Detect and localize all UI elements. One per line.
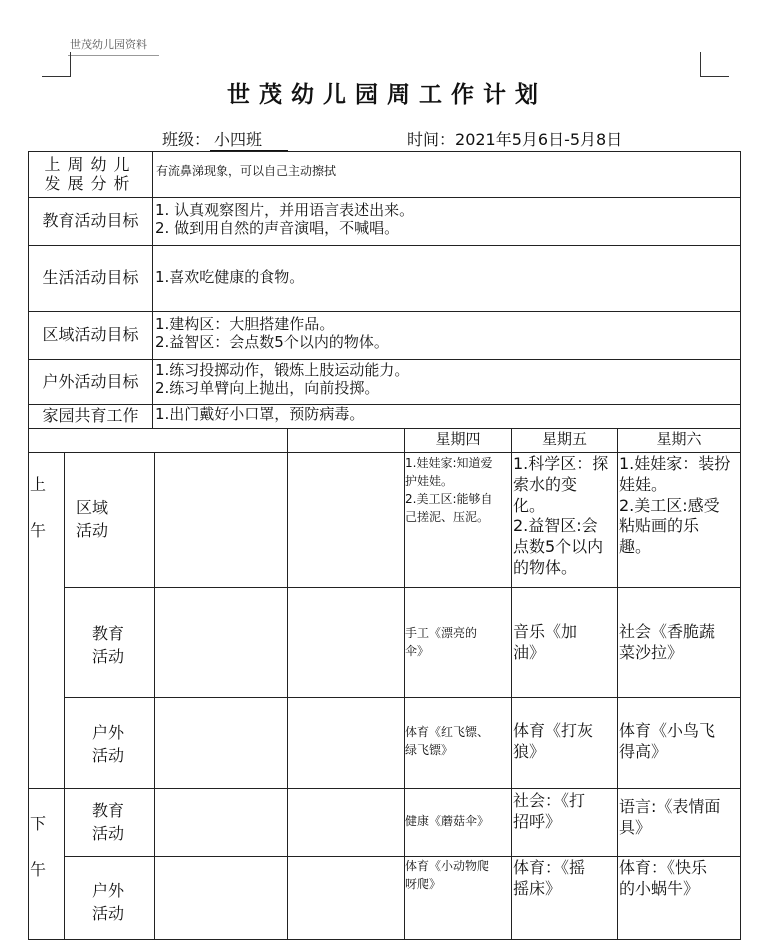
morning-area-fri-line: 索水的变 [513, 474, 578, 494]
morning-education-sat-line: 社会《香脆蔬 [619, 622, 716, 641]
afternoon-education-fri-line: 招呼》 [513, 811, 562, 831]
morning-education-fri-line: 油》 [513, 642, 546, 662]
morning-area-fri-line: 化。 [513, 495, 546, 515]
analysis-content: 有流鼻涕现象，可以自己主动擦拭 [156, 164, 337, 178]
morning-area-thu-line: 1.娃娃家:知道爱 [405, 456, 493, 470]
morning-label-bottom: 午 [30, 522, 47, 540]
area-goal-line: 2.益智区：会点数5个以内的物体。 [155, 332, 389, 351]
morning-area-label-line2: 活动 [76, 521, 109, 541]
afternoon-education-sat-line: 语言:《表情面 [619, 797, 721, 816]
morning-outdoor-thu-line: 体育《红飞镖、 [405, 725, 490, 739]
morning-education-thu-line: 手工《漂亮的 [405, 626, 478, 640]
outdoor-goal-line: 2.练习单臂向上抛出，向前投掷。 [155, 378, 380, 397]
life-goal-label: 生活活动目标 [42, 268, 139, 288]
morning-outdoor-label-line2: 活动 [92, 746, 125, 766]
morning-education-thu [405, 624, 511, 660]
morning-label-top: 上 [30, 476, 47, 494]
home-coop-line: 1.出门戴好小口罩，预防病毒。 [155, 406, 365, 423]
afternoon-outdoor-label-line2: 活动 [92, 904, 125, 924]
morning-education-sat [619, 622, 740, 664]
afternoon-outdoor-thu-line: 呀爬》 [405, 877, 442, 891]
morning-education-fri-line: 音乐《加 [513, 622, 578, 641]
morning-area-fri-line: 2.益智区:会 [513, 516, 598, 536]
afternoon-outdoor-thu [405, 857, 511, 893]
life-goal-line: 1.喜欢吃健康的食物。 [155, 269, 305, 286]
life-goal-content [155, 269, 735, 287]
morning-area-thu [405, 454, 511, 526]
analysis-label [29, 152, 152, 197]
afternoon-education-sat-line: 具》 [619, 817, 652, 837]
afternoon-outdoor-sat-line: 体育：《快乐 [619, 858, 708, 877]
morning-outdoor-sat-line: 得高》 [619, 741, 668, 761]
morning-education-label-line2: 活动 [92, 647, 125, 667]
class-value: 小四班 [210, 127, 288, 151]
morning-area-sat-line: 2.美工区:感受 [619, 495, 720, 515]
morning-area-sat-line: 趣。 [619, 537, 652, 557]
outdoor-goal-label: 户外活动目标 [42, 371, 139, 391]
morning-outdoor-label [92, 721, 124, 767]
afternoon-education-label-line2: 活动 [92, 824, 125, 844]
morning-education-sat-line: 菜沙拉》 [619, 642, 684, 662]
day-header-thu: 星期四 [435, 431, 481, 448]
morning-area-fri-line: 的物体。 [513, 557, 578, 577]
morning-education-label-line1: 教育 [92, 624, 125, 643]
document-header-tag: 世茂幼儿园资料 [68, 36, 159, 56]
afternoon-outdoor-fri-line: 体育：《摇 [513, 858, 586, 877]
morning-area-thu-line: 2.美工区:能够自 [405, 492, 493, 506]
afternoon-label-top: 下 [30, 815, 47, 833]
analysis-label-line2: 发展分析 [44, 173, 137, 193]
afternoon-outdoor-thu-line: 体育《小动物爬 [405, 859, 490, 873]
afternoon-outdoor-fri-line: 摇床》 [513, 878, 562, 898]
morning-area-label-line1: 区域 [76, 498, 109, 517]
morning-area-fri-line: 点数5个以内 [513, 537, 604, 557]
morning-area-fri [513, 454, 617, 579]
morning-education-thu-line: 伞》 [405, 644, 430, 658]
morning-area-fri-line: 1.科学区：探 [513, 454, 609, 473]
morning-outdoor-sat-line: 体育《小鸟飞 [619, 721, 716, 740]
home-coop-label: 家园共育工作 [42, 406, 139, 426]
afternoon-education-sat [619, 797, 740, 839]
edu-goal-line: 1. 认真观察图片，并用语言表述出来。 [155, 202, 415, 219]
analysis-label-line1: 上周幼儿 [44, 154, 137, 174]
outdoor-goal-content [155, 362, 735, 397]
afternoon-outdoor-sat [619, 858, 740, 900]
morning-education-label [92, 622, 124, 668]
day-header-sat: 星期六 [656, 431, 702, 448]
morning-area-sat-line: 娃娃。 [619, 474, 668, 494]
afternoon-outdoor-fri [513, 858, 617, 900]
morning-outdoor-thu [405, 723, 511, 759]
class-label: 班级： [162, 130, 211, 149]
morning-area-sat [619, 454, 740, 558]
day-header-fri: 星期五 [541, 431, 587, 448]
morning-area-sat-line: 1.娃娃家：装扮 [619, 454, 731, 473]
afternoon-education-thu [405, 812, 511, 830]
time-value: 2021年5月6日-5月8日 [455, 130, 623, 149]
edu-goal-label: 教育活动目标 [42, 211, 139, 231]
home-coop-content [155, 406, 735, 424]
afternoon-education-label [92, 799, 124, 845]
area-goal-line: 1.建构区：大胆搭建作品。 [155, 316, 335, 333]
morning-area-label [76, 496, 108, 542]
afternoon-outdoor-label-line1: 户外 [92, 881, 125, 900]
time-label: 时间： [407, 130, 456, 149]
area-goal-label: 区域活动目标 [42, 325, 139, 345]
afternoon-education-fri-line: 社会：《打 [513, 791, 586, 810]
morning-outdoor-label-line1: 户外 [92, 723, 125, 742]
afternoon-education-label-line1: 教育 [92, 801, 125, 820]
afternoon-outdoor-label [92, 879, 124, 925]
afternoon-outdoor-sat-line: 的小蜗牛》 [619, 878, 700, 898]
morning-area-thu-line: 己搓泥、压泥。 [405, 510, 490, 524]
page-title: 世茂幼儿园周工作计划 [227, 82, 547, 108]
morning-area-thu-line: 护娃娃。 [405, 474, 454, 488]
area-goal-content [155, 316, 735, 351]
outdoor-goal-line: 1.练习投掷动作，锻炼上肢运动能力。 [155, 362, 410, 379]
afternoon-education-thu-line: 健康《蘑菇伞》 [405, 814, 490, 828]
morning-outdoor-thu-line: 绿飞镖》 [405, 743, 454, 757]
afternoon-education-fri [513, 791, 617, 833]
morning-outdoor-fri-line: 体育《打灰 [513, 721, 594, 740]
edu-goal-content [155, 202, 735, 237]
morning-outdoor-sat [619, 721, 740, 763]
morning-outdoor-fri-line: 狼》 [513, 741, 546, 761]
edu-goal-line: 2. 做到用自然的声音演唱，不喊唱。 [155, 218, 400, 237]
morning-area-sat-line: 粘贴画的乐 [619, 516, 700, 536]
afternoon-label-bottom: 午 [30, 861, 47, 879]
morning-outdoor-fri [513, 721, 617, 763]
morning-education-fri [513, 622, 617, 664]
